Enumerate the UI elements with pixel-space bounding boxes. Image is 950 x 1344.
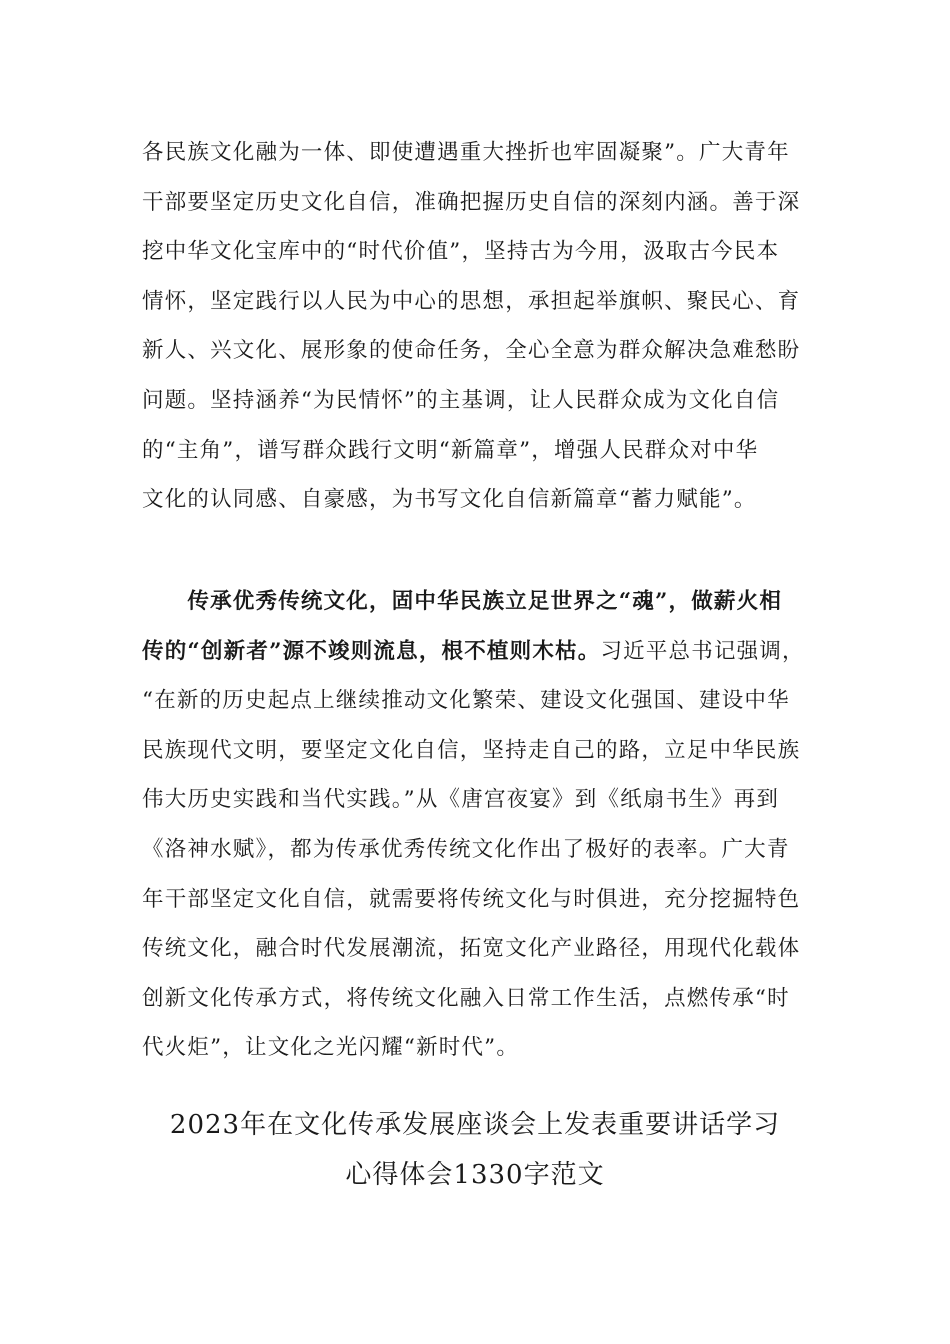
paragraph-line: 各民族文化融为一体、即使遭遇重大挫折也牢固凝聚”。广大青年 — [142, 140, 790, 165]
paragraph-1 — [142, 128, 817, 525]
paragraph-2 — [142, 577, 817, 1073]
paragraph-line: 创新文化传承方式，将传统文化融入日常工作生活，点燃传承“时 — [142, 985, 790, 1011]
paragraph-line: 文化的认同感、自豪感，为书写文化自信新篇章“蓄力赋能”。 — [142, 487, 757, 513]
document-title — [100, 1100, 850, 1200]
paragraph-line: 民族现代文明，要坚定文化自信，坚持走自己的路，立足中华民族 — [142, 737, 801, 763]
paragraph-line: 干部要坚定历史文化自信，准确把握历史自信的深刻内涵。善于深 — [142, 189, 801, 215]
paragraph-line: 新人、兴文化、展形象的使命任务，全心全意为群众解决急难愁盼 — [142, 338, 801, 364]
paragraph-line: 代火炬”，让文化之光闪耀“新时代”。 — [142, 1035, 520, 1061]
paragraph-line: 伟大历史实践和当代实践。”从《唐宫夜宴》到《纸扇书生》再到 — [142, 787, 780, 813]
section-heading-emphasis: 传的“创新者”源不竣则流息，根不植则木枯。 — [142, 638, 601, 664]
paragraph-line — [142, 627, 817, 677]
paragraph-line: 《洛神水赋》，都为传承优秀传统文化作出了极好的表率。广大青 — [142, 836, 790, 862]
paragraph-line: 传统文化，融合时代发展潮流，拓宽文化产业路径，用现代化载体 — [142, 936, 801, 962]
paragraph-line: 挖中华文化宝库中的“时代价值”，坚持古为今用，汲取古今民本 — [142, 239, 780, 265]
section-heading-line: 传承优秀传统文化，固中华民族立足世界之“魂”，做薪火相 — [142, 589, 783, 614]
title-line-1: 2023年在文化传承发展座谈会上发表重要讲话学习 — [169, 1110, 781, 1140]
paragraph-line: 的“主角”，谱写群众践行文明“新篇章”，增强人民群众对中华 — [142, 437, 759, 463]
paragraph-line: 情怀，坚定践行以人民为中心的思想，承担起举旗帜、聚民心、育 — [142, 288, 801, 314]
paragraph-text: 习近平总书记强调， — [600, 638, 805, 664]
paragraph-line: 年干部坚定文化自信，就需要将传统文化与时俱进，充分挖掘特色 — [142, 886, 801, 912]
title-line-2: 心得体会1330字范文 — [345, 1160, 605, 1190]
paragraph-line: “在新的历史起点上继续推动文化繁荣、建设文化强国、建设中华 — [142, 688, 790, 714]
paragraph-line: 问题。坚持涵养“为民情怀”的主基调，让人民群众成为文化自信 — [142, 387, 780, 413]
